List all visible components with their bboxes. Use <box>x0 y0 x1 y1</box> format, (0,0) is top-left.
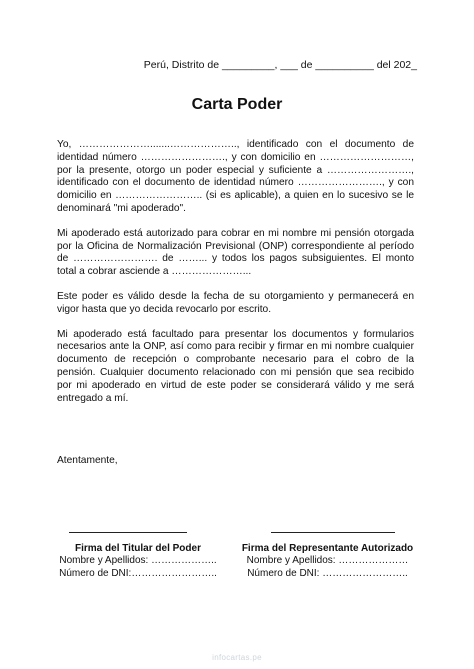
paragraph-validity: Este poder es válido desde la fecha de su otorgamiento y permanecerá en vigor hasta que yo decida revocarlo por escrito. <box>57 290 414 315</box>
paragraph-grant: Yo, ………………….......……………….., identificado con el documento de identidad número ……………………., y con domicilio en ………………………, por la presente, otorgo un poder especial y suficiente a ……………………., identificado con el documento de identidad número ……………………., y con domicilio en …………………….. (si es aplicable), a quien en lo sucesivo se le denominará "mi apoderado". <box>57 139 414 214</box>
representative-signature-line <box>271 532 395 533</box>
representative-dni-line: Número de DNI: …………………….. <box>247 567 408 579</box>
watermark: infocartas.pe <box>212 653 262 662</box>
place-date-line: Perú, Distrito de _________, ___ de __________ del 202_ <box>143 59 417 71</box>
representative-signature-block <box>235 543 420 580</box>
holder-dni-line: Número de DNI:…………………….. <box>59 567 217 579</box>
paragraph-authorization: Mi apoderado está autorizado para cobrar en mi nombre mi pensión otorgada por la Oficina de Normalización Previsional (ONP) correspondiente al período de ……………………. de ……... y todos los pagos subsiguientes. El monto total a cobrar asciende a …………………... <box>57 227 414 278</box>
representative-name-line: Nombre y Apellidos: ………………… <box>246 555 409 567</box>
holder-signature-line <box>69 532 187 533</box>
holder-signature-block <box>50 543 226 580</box>
paragraph-faculties: Mi apoderado está facultado para presentar los documentos y formularios necesarios ante la ONP, así como para recibir y firmar en mi nombre cualquier documento de recepción o comprobante necesario para el cobro de la pensión. Cualquier documento relacionado con mi pensión que sea recibido por mi apoderado en virtud de este poder se considerará válido y me será entregado a mí. <box>57 328 414 404</box>
letter-body <box>57 139 414 417</box>
representative-signature-heading: Firma del Representante Autorizado <box>241 543 414 554</box>
holder-name-line: Nombre y Apellidos: ……………….. <box>59 555 217 567</box>
letter-title: Carta Poder <box>191 96 283 113</box>
closing-text: Atentamente, <box>57 455 118 466</box>
holder-signature-heading: Firma del Titular del Poder <box>75 543 201 554</box>
